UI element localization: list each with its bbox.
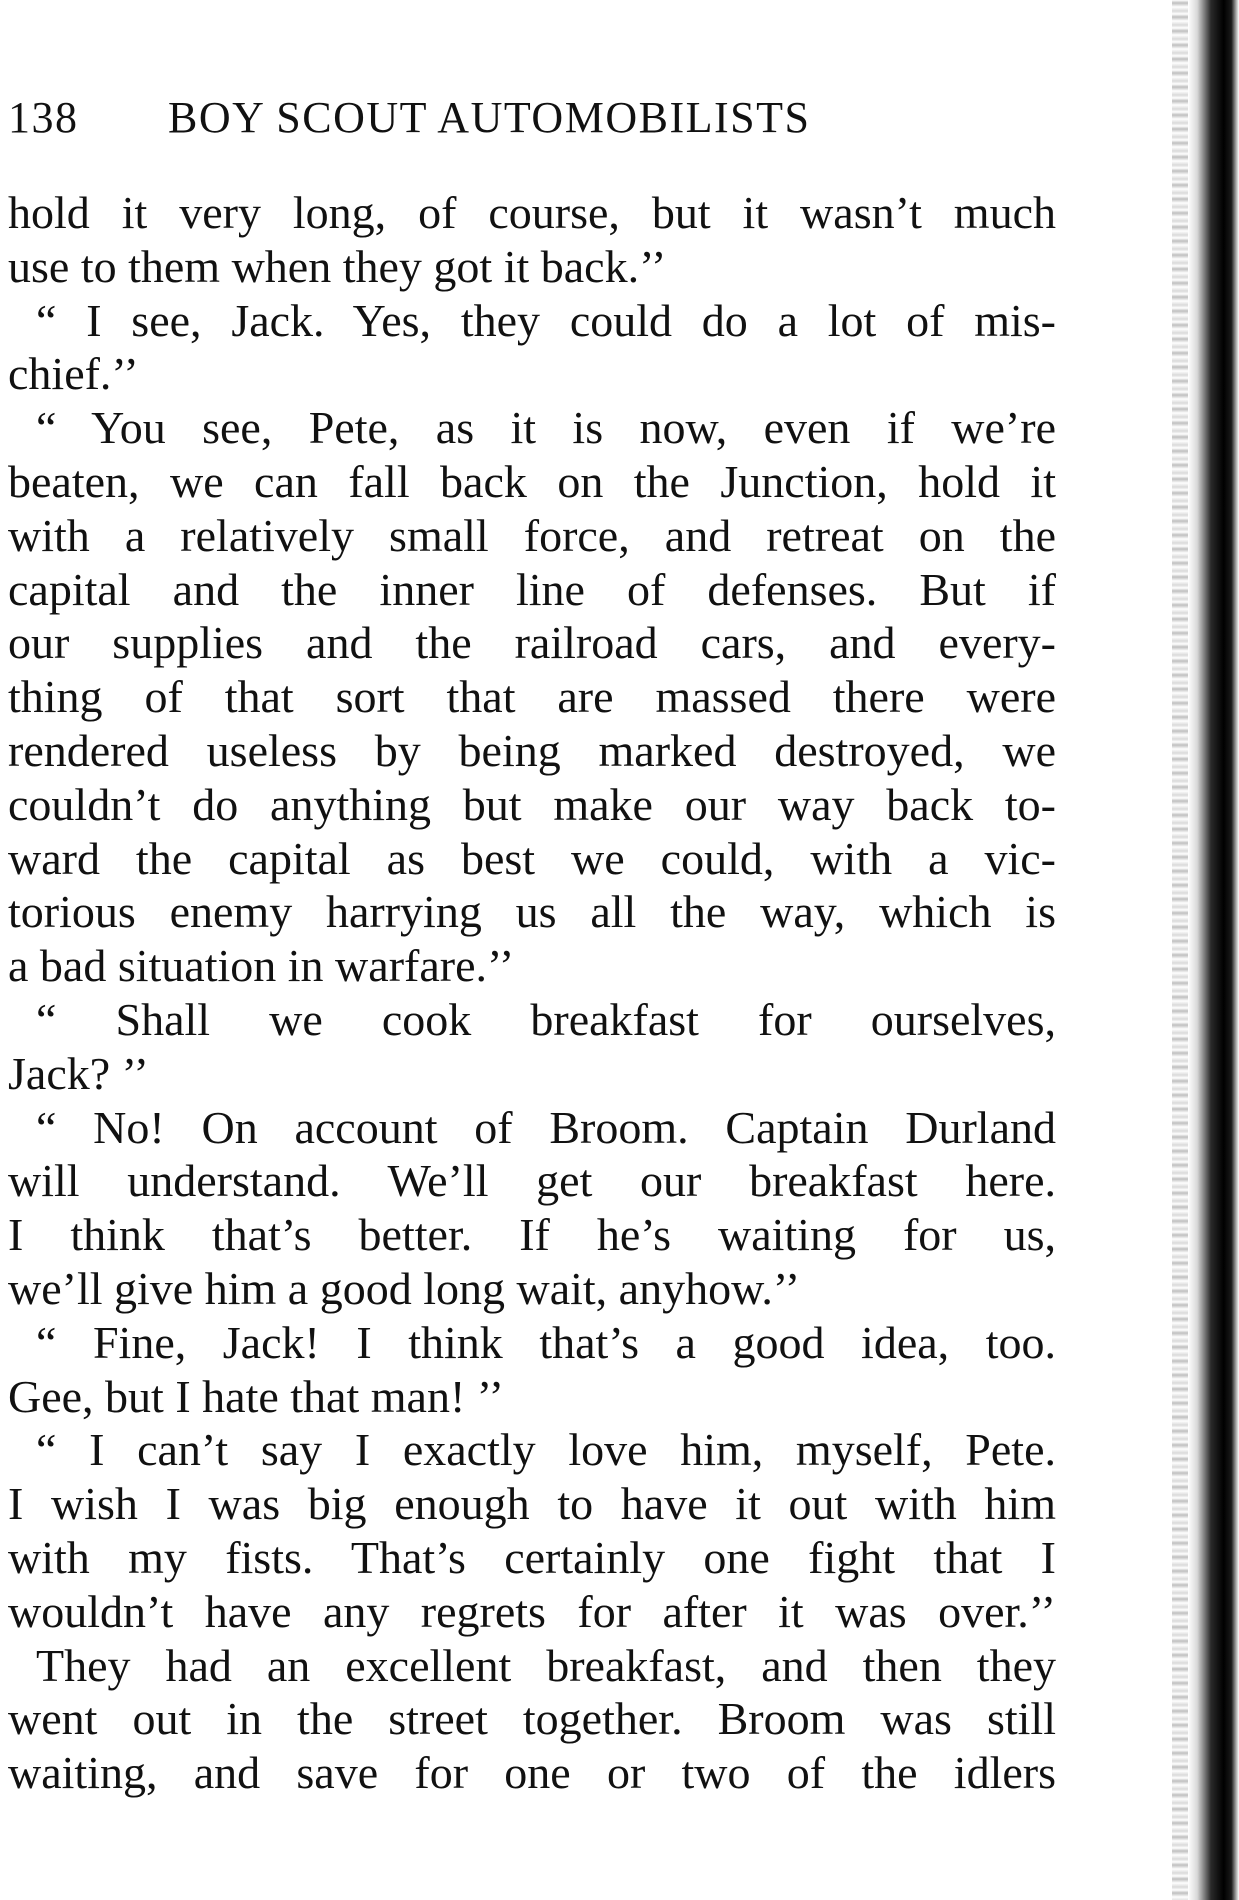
text-line: “ Shall we cook breakfast for ourselves, bbox=[36, 993, 1056, 1045]
text-line: couldn’t do anything but make our way back to- bbox=[8, 778, 1056, 830]
text-line: ward the capital as best we could, with a vic- bbox=[8, 832, 1056, 884]
text-line: “ I see, Jack. Yes, they could do a lot of mis- bbox=[36, 294, 1056, 346]
text-line: Jack? ’’ bbox=[8, 1047, 149, 1099]
page-header bbox=[8, 88, 1068, 148]
book-gutter-edge bbox=[1188, 0, 1239, 1900]
text-line: I wish I was big enough to have it out with him bbox=[8, 1478, 1056, 1530]
text-line: with my fists. That’s certainly one fight that I bbox=[8, 1531, 1056, 1583]
text-line: rendered useless by being marked destroyed, we bbox=[8, 724, 1056, 776]
text-line: our supplies and the railroad cars, and every- bbox=[8, 617, 1056, 669]
text-line: hold it very long, of course, but it wasn’t much bbox=[8, 187, 1056, 238]
text-line: torious enemy harrying us all the way, which is bbox=[8, 886, 1056, 938]
text-line: “ Fine, Jack! I think that’s a good idea, too. bbox=[36, 1316, 1056, 1368]
text-line: wouldn’t have any regrets for after it was over.’’ bbox=[8, 1585, 1056, 1637]
running-head: BOY SCOUT AUTOMOBILISTS bbox=[168, 93, 811, 142]
text-line: will understand. We’ll get our breakfast here. bbox=[8, 1155, 1056, 1207]
text-line: use to them when they got it back.’’ bbox=[8, 240, 667, 292]
text-line: I think that’s better. If he’s waiting for us, bbox=[8, 1209, 1056, 1261]
text-line: a bad situation in warfare.’’ bbox=[8, 940, 515, 992]
body-text bbox=[8, 186, 1056, 1800]
page-number: 138 bbox=[8, 93, 79, 142]
text-line: They had an excellent breakfast, and then they bbox=[36, 1639, 1056, 1691]
text-line: with a relatively small force, and retreat on the bbox=[8, 509, 1056, 561]
text-line: “ I can’t say I exactly love him, myself, Pete. bbox=[36, 1424, 1056, 1476]
text-line: beaten, we can fall back on the Junction, hold it bbox=[8, 455, 1056, 507]
text-line: “ No! On account of Broom. Captain Durland bbox=[36, 1101, 1056, 1153]
text-line: “ You see, Pete, as it is now, even if we’re bbox=[36, 402, 1056, 454]
text-line: went out in the street together. Broom was still bbox=[8, 1693, 1056, 1745]
text-line: Gee, but I hate that man! ’’ bbox=[8, 1370, 504, 1422]
text-line: chief.’’ bbox=[8, 348, 139, 400]
text-line: capital and the inner line of defenses. But if bbox=[8, 563, 1056, 615]
text-line: we’ll give him a good long wait, anyhow.’’ bbox=[8, 1262, 801, 1314]
text-line: waiting, and save for one or two of the idlers bbox=[8, 1747, 1056, 1799]
text-line: thing of that sort that are massed there were bbox=[8, 671, 1056, 723]
